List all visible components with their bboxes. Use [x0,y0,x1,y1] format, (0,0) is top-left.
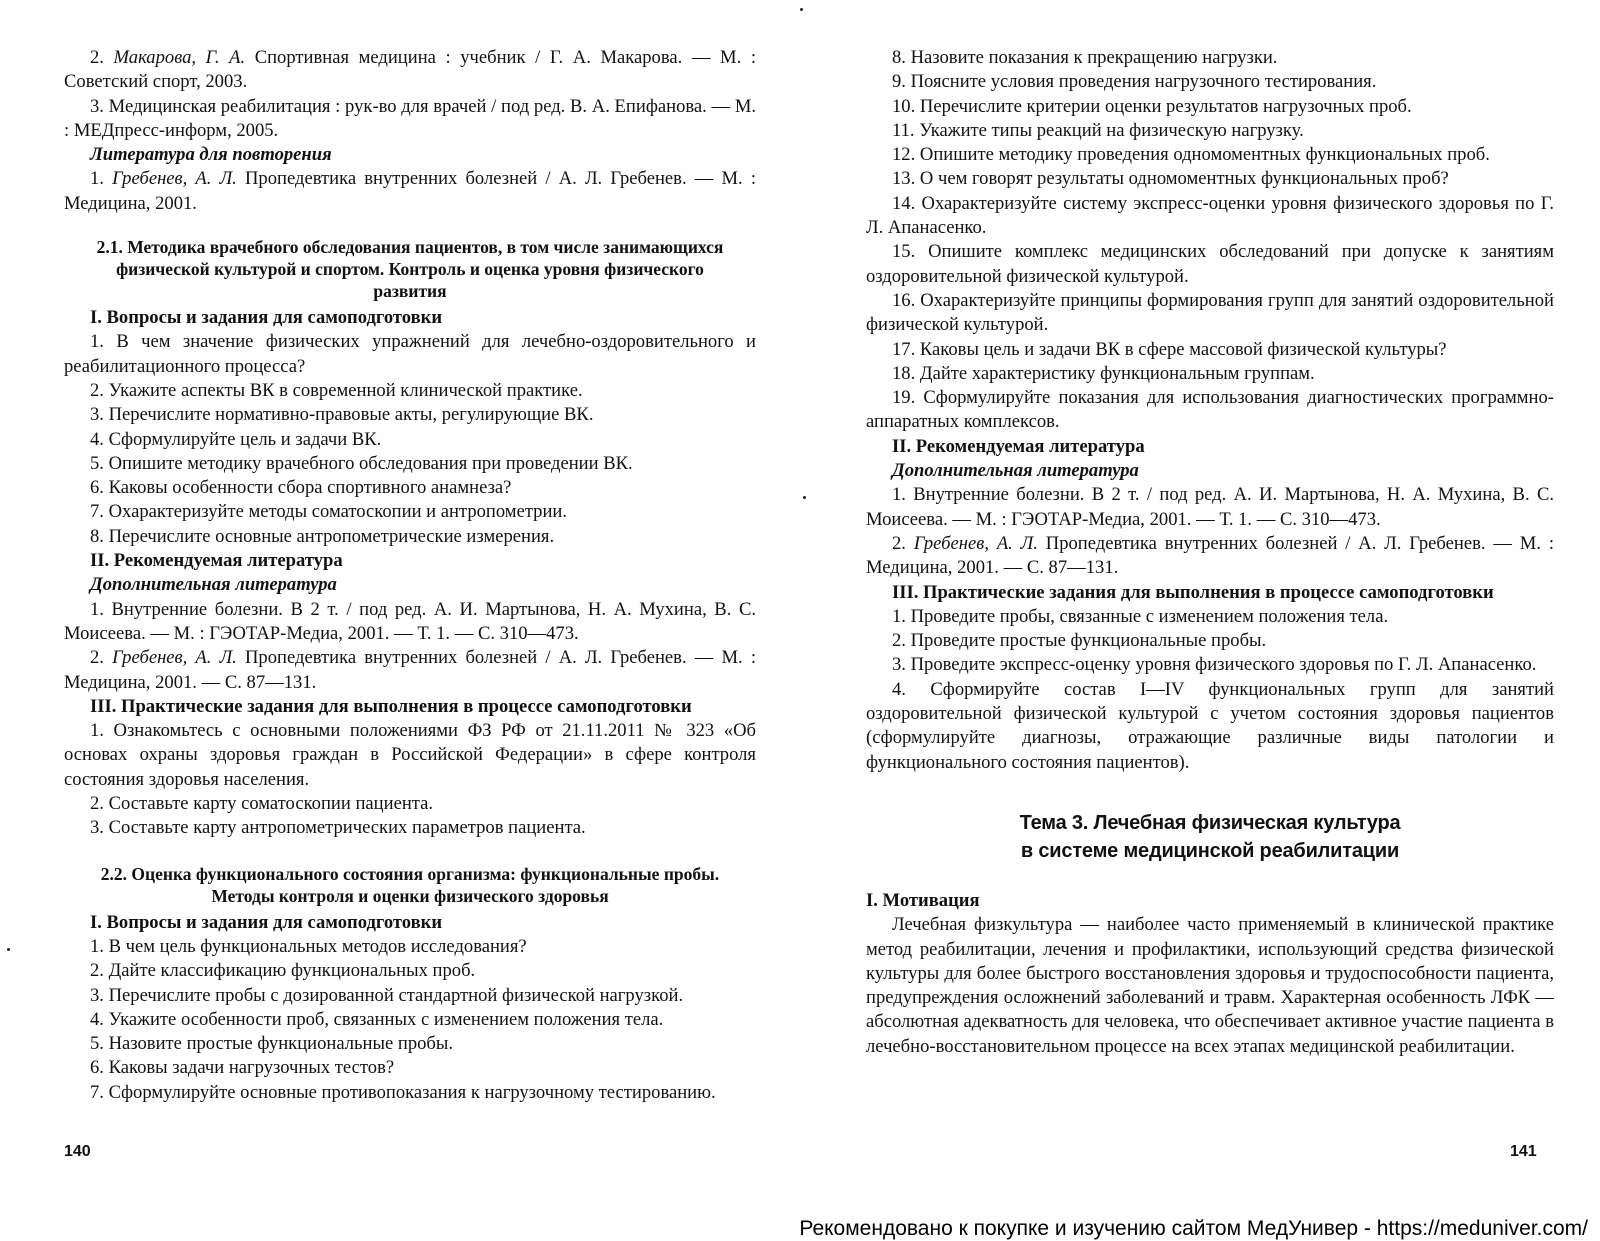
question-item: 4. Сформулируйте цель и задачи ВК. [90,428,382,450]
lit-item: 1. Внутренние болезни. В 2 т. / под ред. А. И. Мартынова, Н. А. Мухина, В. С. Моисеева. — М. : ГЭОТАР-Медиа, 2001. — Т. 1. — С. 310—473. [64,598,756,644]
lit-item: 2. Гребенев, А. Л. Пропедевтика внутренних болезней / А. Л. Гребенев. — М. : Медицина, 2001. — С. 87—131. [64,647,756,693]
section-2-1-part3-heading: III. Практические задания для выполнения в процессе самоподготовки [90,695,692,717]
author-name: Гребенев, А. Л. [913,532,1038,554]
task-item: 3. Проведите экспресс-оценку уровня физического здоровья по Г. Л. Апанасенко. [892,654,1537,676]
page-number-right: 141 [1510,1143,1537,1160]
topic-title [866,809,1554,865]
footer-watermark: Рекомендовано к покупке и изучению сайтом МедУнивер - https://meduniver.com/ [799,1217,1588,1240]
question-item: 19. Сформулируйте показания для использования диагностических программно-аппаратных комплексов. [866,387,1554,433]
question-item: 14. Охарактеризуйте систему экспресс-оценки уровня физического здоровья по Г. Л. Апанасенко. [866,192,1554,239]
question-item: 8. Перечислите основные антропометрические измерения. [90,525,555,547]
motivation-heading: I. Мотивация [866,889,980,911]
topic-title-line2: в системе медицинской реабилитации [1020,839,1400,862]
author-name: Гребенев, А. Л. [112,647,237,669]
left-page [64,46,756,1105]
lit-item: 2. Гребенев, А. Л. Пропедевтика внутренних болезней / А. Л. Гребенев. — М. : Медицина, 2001. — С. 87—131. [866,532,1554,579]
question-item: 6. Каковы задачи нагрузочных тестов? [90,1057,395,1079]
right-part2-heading: II. Рекомендуемая литература [892,435,1145,457]
question-item: 1. В чем значение физических упражнений для лечебно-оздоровительного и реабилитационного процесса? [64,331,756,377]
section-2-2-title: 2.2. Оценка функционального состояния организма: функциональные пробы. Методы контроля и оценки физического здоровья [100,863,720,906]
question-item: 7. Сформулируйте основные противопоказания к нагрузочному тестированию. [90,1081,716,1103]
question-item: 6. Каковы особенности сбора спортивного анамнеза? [90,477,512,499]
question-item: 4. Укажите особенности проб, связанных с изменением положения тела. [90,1008,664,1030]
section-2-2-part1-heading: I. Вопросы и задания для самоподготовки [90,911,443,933]
question-item: 16. Охарактеризуйте принципы формирования групп для занятий оздоровительной физической культурой. [866,289,1554,336]
author-name: Гребенев, А. Л. [112,168,237,190]
question-item: 11. Укажите типы реакций на физическую нагрузку. [892,119,1304,141]
section-2-1-part1-heading: I. Вопросы и задания для самоподготовки [90,307,443,329]
task-item: 1. Проведите пробы, связанные с изменением положения тела. [892,605,1389,627]
question-item: 2. Дайте классификацию функциональных проб. [90,960,476,982]
question-item: 3. Перечислите нормативно-правовые акты, регулирующие ВК. [90,404,594,426]
scan-speck [800,8,803,11]
question-item: 12. Опишите методику проведения одномоментных функциональных проб. [892,144,1490,166]
question-item: 15. Опишите комплекс медицинских обследований при допуске к занятиям оздоровительной физической культурой. [866,241,1554,287]
lit-item: 1. Внутренние болезни. В 2 т. / под ред. А. И. Мартынова, Н. А. Мухина, В. С. Моисеева. — М. : ГЭОТАР-Медиа, 2001. — Т. 1. — С. 310—473. [866,484,1554,530]
lit-item-makarova: 2. Макарова, Г. А. Спортивная медицина : учебник / Г. А. Макарова. — М. : Советский спорт, 2003. [64,47,756,93]
task-item: 1. Ознакомьтесь с основными положениями ФЗ РФ от 21.11.2011 № 323 «Об основах охраны здоровья граждан в Российской Федерации» в сфере контроля состояния здоровья населения. [64,720,756,790]
lit-item-rehab: 3. Медицинская реабилитация : рук-во для врачей / под ред. В. А. Епифанова. — М. : МЕДпресс-информ, 2005. [64,95,756,141]
section-2-1-title: 2.1. Методика врачебного обследования пациентов, в том числе занимающихся физической культурой и спортом. Контроль и оценка уровня физического развития [96,237,724,302]
task-item: 4. Сформируйте состав I—IV функциональных групп для занятий оздоровительной физической культурой с учетом состояния здоровья пациентов (сформулируйте диагнозы, отражающие различные виды патологии и функционального состояния пациентов). [866,678,1554,773]
lit-repeat-heading: Литература для повторения [90,144,332,166]
task-item: 2. Проведите простые функциональные пробы. [892,630,1267,652]
question-item: 1. В чем цель функциональных методов исследования? [90,935,527,957]
question-item: 3. Перечислите пробы с дозированной стандартной физической нагрузкой. [90,984,684,1006]
task-item: 3. Составьте карту антропометрических параметров пациента. [90,817,586,839]
question-item: 18. Дайте характеристику функциональным группам. [892,362,1315,384]
page-number-left: 140 [64,1143,91,1160]
extra-lit-heading: Дополнительная литература [892,460,1139,482]
extra-lit-heading: Дополнительная литература [90,574,337,596]
right-part3-heading: III. Практические задания для выполнения в процессе самоподготовки [892,581,1494,603]
question-item: 5. Опишите методику врачебного обследования при проведении ВК. [90,452,633,474]
section-2-1-part2-heading: II. Рекомендуемая литература [90,550,343,572]
scan-speck [7,948,10,951]
question-item: 10. Перечислите критерии оценки результатов нагрузочных проб. [892,95,1412,117]
question-item: 2. Укажите аспекты ВК в современной клинической практике. [90,379,583,401]
right-page [866,46,1554,1059]
question-item: 17. Каковы цель и задачи ВК в сфере массовой физической культуры? [892,338,1447,360]
lit-repeat-item: 1. Гребенев, А. Л. Пропедевтика внутренних болезней / А. Л. Гребенев. — М. : Медицина, 2001. [64,168,756,214]
author-name: Макарова, Г. А. [113,47,246,68]
question-item: 5. Назовите простые функциональные пробы. [90,1033,454,1055]
motivation-text: Лечебная физкультура — наиболее часто применяемый в клинической практике метод реабилитации, лечения и профилактики, использующий средства физической культуры для более быстрого восстановления здоровья и трудоспособности пациента, предупреждения осложнений заболеваний и травм. Характерная особенность ЛФК — абсолютная адекватность для человека, что обеспечивает активное участие пациента в лечебно-восстановительном процессе на всех этапах медицинской реабилитации. [866,914,1554,1057]
question-item: 7. Охарактеризуйте методы соматоскопии и антропометрии. [90,501,568,523]
question-item: 8. Назовите показания к прекращению нагрузки. [892,47,1278,68]
question-item: 9. Поясните условия проведения нагрузочного тестирования. [892,71,1377,93]
question-item: 13. О чем говорят результаты одномоментных функциональных проб? [892,168,1449,190]
topic-title-line1: Тема 3. Лечебная физическая культура [1019,811,1401,834]
task-item: 2. Составьте карту соматоскопии пациента. [90,793,434,815]
scan-speck [803,496,806,499]
